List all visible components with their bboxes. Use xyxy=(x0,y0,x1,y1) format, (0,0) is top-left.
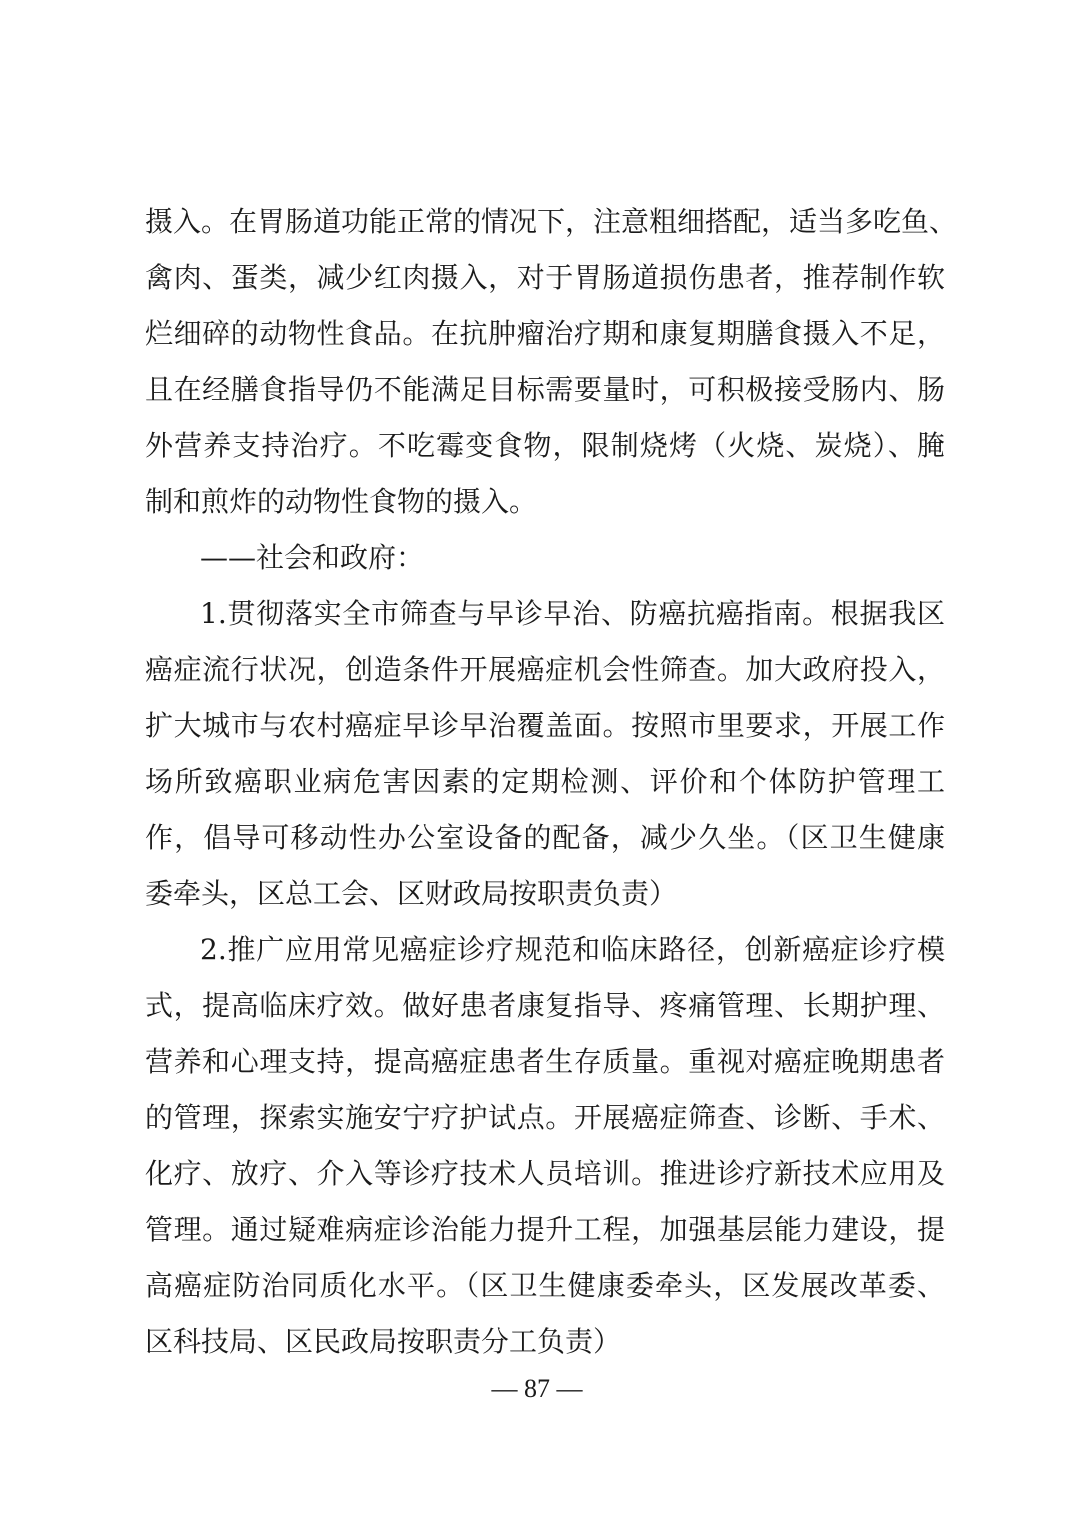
text-line: 禽肉、蛋类，减少红肉摄入，对于胃肠道损伤患者，推荐制作软 xyxy=(145,261,945,294)
text-line: 且在经膳食指导仍不能满足目标需要量时，可积极接受肠内、肠 xyxy=(145,373,945,406)
text-line: 扩大城市与农村癌症早诊早治覆盖面。按照市里要求，开展工作 xyxy=(145,709,945,742)
text-line: 制和煎炸的动物性食物的摄入。 xyxy=(145,485,538,518)
text-line: 委牵头，区总工会、区财政局按职责负责） xyxy=(145,877,678,910)
text-line: 1.贯彻落实全市筛查与早诊早治、防癌抗癌指南。根据我区 xyxy=(200,597,945,630)
text-line: 烂细碎的动物性食品。在抗肿瘤治疗期和康复期膳食摄入不足， xyxy=(145,317,945,350)
text-line: 化疗、放疗、介入等诊疗技术人员培训。推进诊疗新技术应用及 xyxy=(145,1157,945,1190)
text-line: 作，倡导可移动性办公室设备的配备，减少久坐。（区卫生健康 xyxy=(145,821,945,854)
page-number: — 87 — xyxy=(491,1374,583,1403)
text-line: 的管理，探索实施安宁疗护试点。开展癌症筛查、诊断、手术、 xyxy=(145,1101,945,1134)
text-line: 场所致癌职业病危害因素的定期检测、评价和个体防护管理工 xyxy=(145,765,945,798)
text-line: 摄入。在胃肠道功能正常的情况下，注意粗细搭配，适当多吃鱼、 xyxy=(145,205,958,238)
text-line: 管理。通过疑难病症诊治能力提升工程，加强基层能力建设，提 xyxy=(145,1213,945,1246)
text-line: 营养和心理支持，提高癌症患者生存质量。重视对癌症晚期患者 xyxy=(145,1045,945,1078)
text-line: 外营养支持治疗。不吃霉变食物，限制烧烤（火烧、炭烧）、腌 xyxy=(145,429,945,462)
text-line: 高癌症防治同质化水平。（区卫生健康委牵头，区发展改革委、 xyxy=(145,1269,945,1302)
text-line: 癌症流行状况，创造条件开展癌症机会性筛查。加大政府投入， xyxy=(145,653,945,686)
text-line: 区科技局、区民政局按职责分工负责） xyxy=(145,1325,622,1358)
text-line: 式，提高临床疗效。做好患者康复指导、疼痛管理、长期护理、 xyxy=(145,989,945,1022)
text-line: 2.推广应用常见癌症诊疗规范和临床路径，创新癌症诊疗模 xyxy=(200,933,945,966)
section-heading: ——社会和政府： xyxy=(200,541,425,574)
